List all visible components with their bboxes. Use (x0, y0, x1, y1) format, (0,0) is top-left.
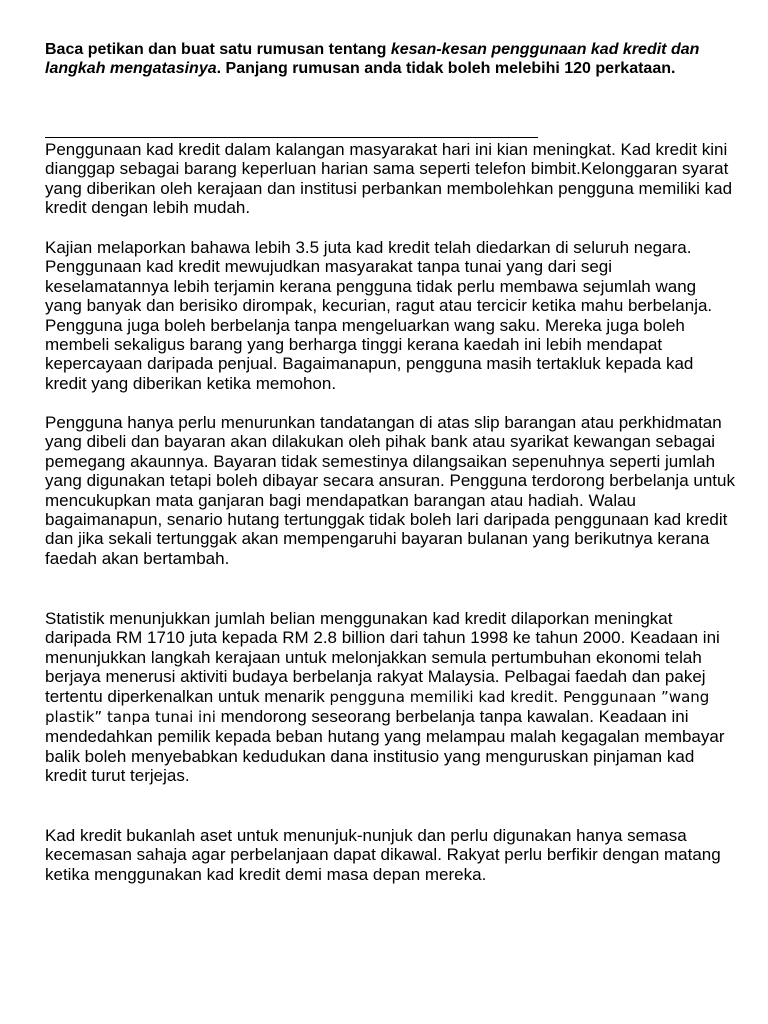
instruction-text (45, 40, 725, 78)
answer-line (45, 137, 538, 138)
paragraph-3: Pengguna hanya perlu menurunkan tandatangan di atas slip barangan atau perkhidmatan yang dibeli dan bayaran akan dilakukan oleh pihak bank atau syarikat kewangan sebagai pemegang akaunnya. Bayaran tidak semestinya dilangsaikan sepenuhnya seperti jumlah yang digunakan tetapi boleh dibayar secara ansuran. Pengguna terdorong berbelanja untuk mencukupkan mata ganjaran bagi mendapatkan barangan atau hadiah. Walau bagaimanapun, senario hutang tertunggak tidak boleh lari daripada penggunaan kad kredit dan jika sekali tertunggak akan mempengaruhi bayaran bulanan yang berikutnya kerana faedah akan bertambah. (45, 413, 735, 568)
instruction-lead: Baca petikan dan buat satu rumusan tentang (45, 41, 391, 58)
instruction-tail: . Panjang rumusan anda tidak boleh melebihi 120 perkataan. (216, 60, 676, 77)
paragraph-4-end: mendorong seseorang berbelanja tanpa kawalan. Keadaan ini mendedahkan pemilik kepada beban hutang yang melampau malah kegagalan membayar balik boleh menyebabkan kedudukan dana institusio yang menguruskan pinjaman kad kredit turut terjejas. (45, 707, 725, 786)
paragraph-5: Kad kredit bukanlah aset untuk menunjuk-nunjuk dan perlu digunakan hanya semasa kecemasan sahaja agar perbelanjaan dapat dikawal. Rakyat perlu berfikir dengan matang ketika menggunakan kad kredit demi masa depan mereka. (45, 826, 721, 884)
paragraph-4 (45, 609, 735, 786)
paragraph-1: Penggunaan kad kredit dalam kalangan masyarakat hari ini kian meningkat. Kad kredit kini dianggap sebagai barang keperluan harian sama seperti telefon bimbit.Kelonggaran syarat yang diberikan oleh kerajaan dan institusi perbankan membolehkan pengguna memiliki kad kredit dengan lebih mudah. (45, 140, 733, 218)
paragraph-4-mid: pengguna memiliki kad kredit. Penggunaan ”wang plastik” tanpa tunai ini (45, 687, 710, 727)
paragraph-4-start: Statistik menunjukkan jumlah belian menggunakan kad kredit dilaporkan meningkat daripada RM 1710 juta kepada RM 2.8 billion dari tahun 1998 ke tahun 2000. Keadaan ini menunjukkan langkah kerajaan untuk melonjakkan semula pertumbuhan ekonomi telah berjaya menerusi aktiviti budaya berbelanja rakyat Malaysia. Pelbagai faedah dan pakej tertentu diperkenalkan untuk menarik (45, 609, 720, 706)
paragraph-2: Kajian melaporkan bahawa lebih 3.5 juta kad kredit telah diedarkan di seluruh negara. Penggunaan kad kredit mewujudkan masyarakat tanpa tunai yang dari segi keselamatannya lebih terjamin kerana pengguna tidak perlu membawa sejumlah wang yang banyak dan berisiko dirompak, kecurian, ragut atau tercicir ketika mahu berbelanja. Pengguna juga boleh berbelanja tanpa mengeluarkan wang saku. Mereka juga boleh membeli sekaligus barang yang berharga tinggi kerana kaedah ini lebih mendapat kepercayaan daripada penjual. Bagaimanapun, pengguna masih tertakluk kepada kad kredit yang diberikan ketika memohon. (45, 238, 713, 393)
instruction-topic: kesan-kesan penggunaan kad kredit dan langkah mengatasinya (45, 41, 700, 77)
